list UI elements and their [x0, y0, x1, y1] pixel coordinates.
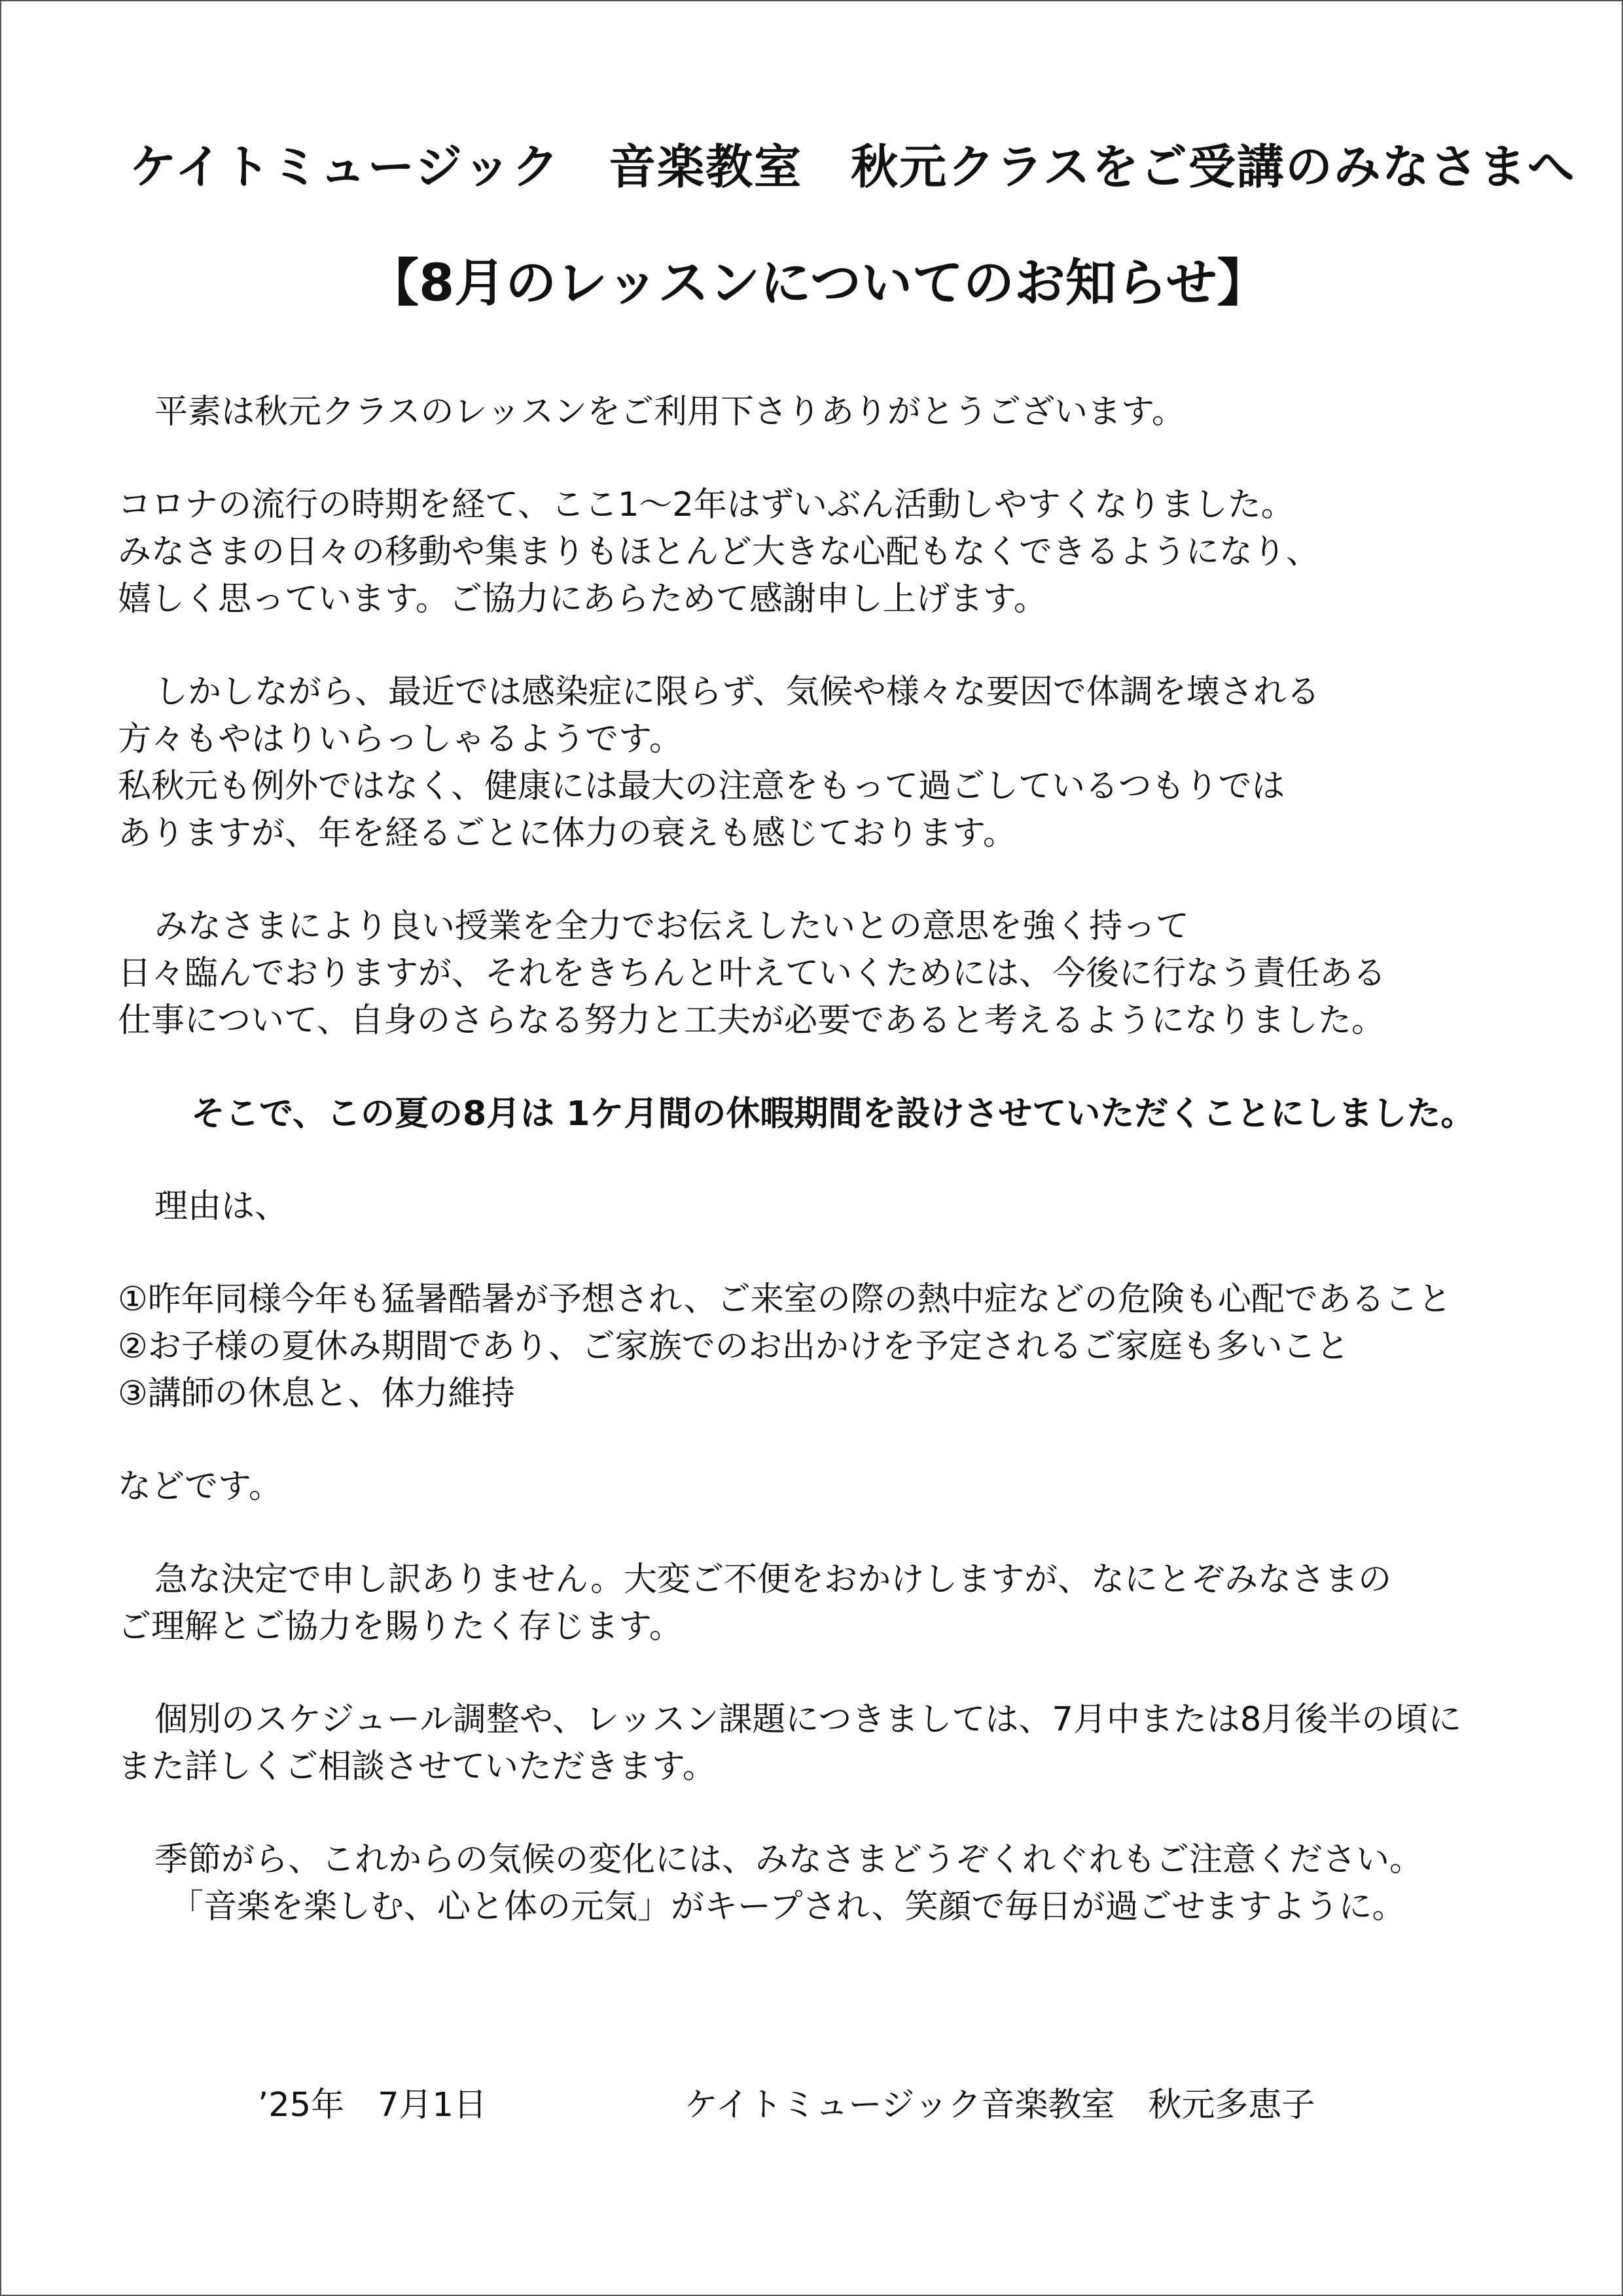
text-line: 方々もやはりいらっしゃるようです。 — [118, 720, 683, 759]
text-line: 季節がら、これからの気候の変化には、みなさまどうぞくれぐれもご注意ください。 — [154, 1840, 1423, 1879]
text-line: 仕事について、自身のさらなる努力と工夫が必要であると考えるようになりました。 — [118, 1001, 1385, 1040]
paragraph-covid — [118, 482, 1597, 623]
reason-intro: 理由は、 — [154, 1187, 289, 1226]
reason-item: ①昨年同様今年も猛暑酷暑が予想され、ご来室の際の熱中症などの危険も心配であること — [118, 1280, 1452, 1319]
document-signature: ケイトミュージック音楽教室 秋元多恵子 — [685, 2086, 1315, 2125]
paragraph-apology — [118, 1556, 1597, 1651]
paragraph-greeting: 平素は秋元クラスのレッスンをご利用下さりありがとうございます。 — [154, 393, 1185, 431]
text-line: 「音楽を楽しむ、心と体の元気」がキープされ、笑顔で毎日が過ごせますように。 — [170, 1888, 1406, 1926]
text-line: また詳しくご相談させていただきます。 — [118, 1748, 716, 1786]
text-line: 日々臨んでおりますが、それをきちんと叶えていくためには、今後に行なう責任ある — [118, 954, 1387, 993]
paragraph-health — [118, 669, 1597, 857]
text-line: ご理解とご協力を賜りたく存じます。 — [118, 1607, 683, 1646]
text-line: みなさまにより良い授業を全力でお伝えしたいとの意思を強く持って — [154, 907, 1190, 946]
paragraph-schedule — [118, 1696, 1597, 1791]
text-line: 私秋元も例外ではなく、健康には最大の注意をもって過ごしているつもりでは — [118, 767, 1285, 806]
text-line: みなさまの日々の移動や集まりもほとんど大きな心配もなくできるようになり、 — [118, 533, 1320, 571]
text-line: 急な決定で申し訳ありません。大変ご不便をおかけしますが、なにとぞみなさまの — [154, 1560, 1392, 1599]
text-line: コロナの流行の時期を経て、ここ1～2年はずいぶん活動しやすくなりました。 — [118, 486, 1294, 524]
document-title: ケイトミュージック 音楽教室 秋元クラスをご受講のみなさまへ — [130, 139, 1576, 194]
document-date: ’25年 7月1日 — [258, 2086, 488, 2125]
text-line: 嬉しく思っています。ご協力にあらためて感謝申し上げます。 — [118, 580, 1047, 619]
text-line: 個別のスケジュール調整や、レッスン課題につきましては、7月中または8月後半の頃に — [154, 1700, 1462, 1739]
reason-list — [118, 1276, 1597, 1418]
reason-outro: などです。 — [118, 1467, 282, 1506]
document-body — [118, 389, 1597, 1931]
reason-item: ②お子様の夏休み期間であり、ご家族でのお出かけを予定されるご家庭も多いこと — [118, 1327, 1349, 1366]
paragraph-effort — [118, 903, 1597, 1045]
paragraph-closing — [118, 1837, 1597, 1931]
text-line: ありますが、年を経るごとに体力の衰えも感じております。 — [118, 814, 1016, 853]
text-line: しかしながら、最近では感染症に限らず、気候や様々な要因で体調を壊される — [154, 673, 1320, 711]
announcement-text: そこで、この夏の8月は 1ケ月間の休暇期間を設けさせていただくことにしました。 — [191, 1094, 1475, 1134]
reason-item: ③講師の休息と、体力維持 — [118, 1374, 515, 1413]
document-subtitle: 【8月のレッスンについてのお知らせ】 — [368, 254, 1268, 313]
